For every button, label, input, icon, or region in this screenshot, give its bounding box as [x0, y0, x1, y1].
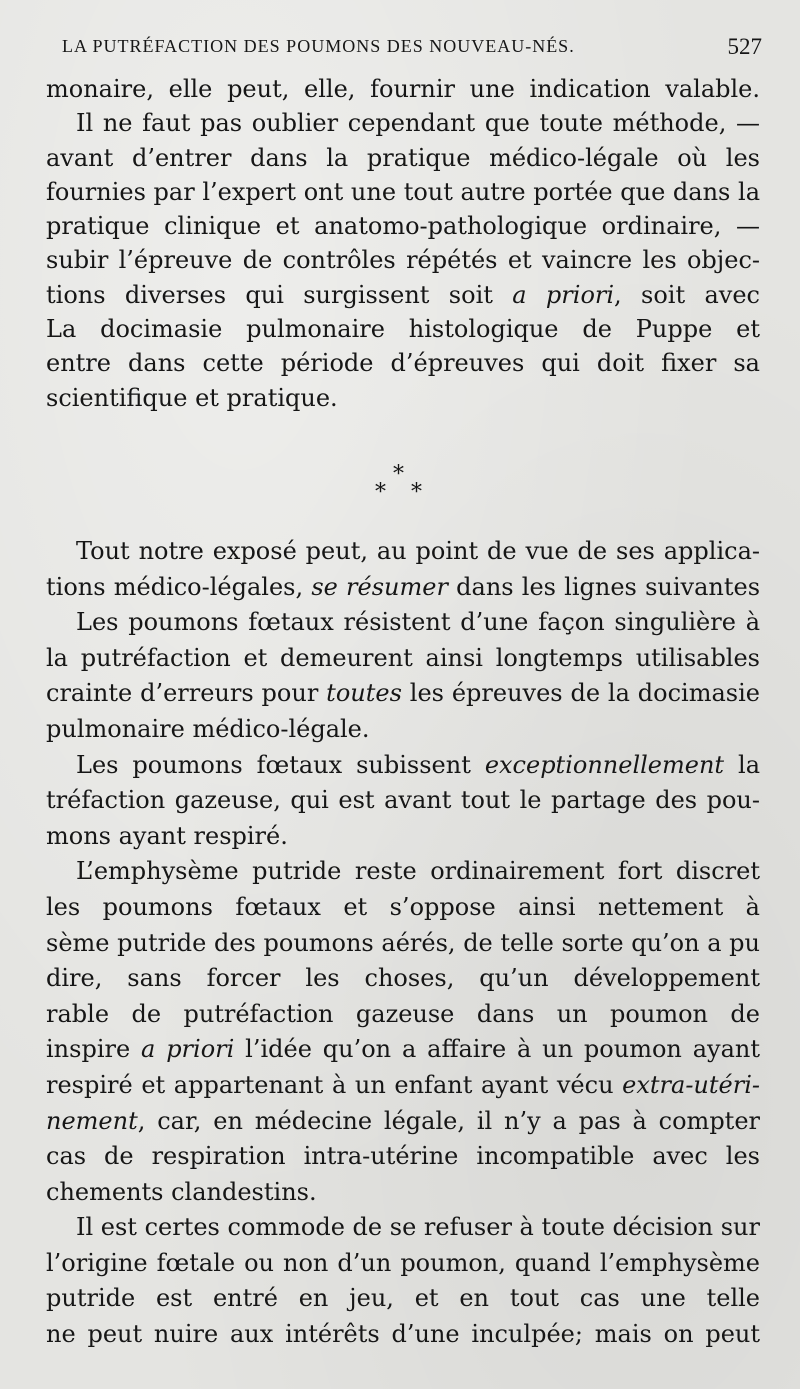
running-title: LA PUTRÉFACTION DES POUMONS DES NOUVEAU-NÉS. — [62, 36, 575, 56]
text-line: les poumons fœtaux et s’oppose ainsi nettement à — [46, 892, 760, 921]
text-line: Les poumons fœtaux subissent exceptionnellement la — [76, 750, 760, 779]
text-line: Il ne faut pas oublier cependant que toute méthode, — — [76, 109, 760, 138]
text-line: mons ayant respiré. — [46, 821, 288, 850]
text-line: crainte d’erreurs pour toutes les épreuves de la docimasie — [46, 679, 760, 708]
text-line: Tout notre exposé peut, au point de vue de ses applica- — [76, 537, 760, 565]
section-separator — [0, 462, 800, 512]
italic-text: nement — [46, 1106, 138, 1135]
paragraph-block-1 — [46, 72, 760, 415]
text-line: la putréfaction et demeurent ainsi longtemps utilisables — [46, 643, 760, 672]
italic-text: a priori — [141, 1035, 235, 1064]
text-line: La docimasie pulmonaire histologique de Puppe et — [46, 315, 760, 344]
text-line: dire, sans forcer les choses, qu’un développement — [46, 964, 760, 993]
italic-text: se résumer — [311, 572, 448, 601]
text-line: tions médico-légales, se résumer dans les lignes suivantes — [46, 572, 760, 601]
asterisk-top: * — [393, 462, 404, 487]
asterisk-right: * — [411, 480, 422, 505]
text-line: ne peut nuire aux intérêts d’une inculpée; mais on peut — [46, 1320, 760, 1349]
text-line: Les poumons fœtaux résistent d’une façon singulière à — [76, 608, 760, 637]
text-line: Il est certes commode de se refuser à toute décision sur — [76, 1213, 760, 1242]
italic-text: toutes — [326, 679, 402, 708]
text-line: putride est entré en jeu, et en tout cas une telle — [46, 1284, 760, 1313]
text-line: l’origine fœtale ou non d’un poumon, quand l’emphysème — [46, 1248, 760, 1277]
text-line: subir l’épreuve de contrôles répétés et vaincre les objec- — [46, 246, 760, 275]
paragraph-block-2 — [46, 534, 760, 1353]
text-line: entre dans cette période d’épreuves qui doit fixer sa — [46, 349, 760, 378]
text-line: pratique clinique et anatomo-pathologique ordinaire, — — [46, 212, 760, 241]
text-line: avant d’entrer dans la pratique médico-légale où les — [46, 143, 760, 172]
page-number: 527 — [727, 34, 762, 59]
italic-text: exceptionnellement — [484, 750, 725, 779]
text-line: cas de respiration intra-utérine incompatible avec les — [46, 1142, 760, 1171]
text-line: sème putride des poumons aérés, de telle sorte qu’on a pu — [46, 928, 760, 957]
text-line: pulmonaire médico-légale. — [46, 714, 370, 743]
asterisk-left: * — [375, 480, 386, 505]
running-header — [62, 34, 762, 64]
text-line: tréfaction gazeuse, qui est avant tout le partage des pou- — [46, 786, 760, 815]
text-line: fournies par l’expert ont une tout autre portée que dans la — [46, 177, 760, 206]
text-line: chements clandestins. — [46, 1177, 317, 1206]
text-line: tions diverses qui surgissent soit a priori, soit avec — [46, 280, 760, 309]
text-line: nement, car, en médecine légale, il n’y a pas à compter — [46, 1106, 760, 1135]
italic-text: extra-utéri- — [622, 1070, 760, 1099]
text-line: rable de putréfaction gazeuse dans un poumon de — [46, 999, 760, 1028]
text-line: L’emphysème putride reste ordinairement fort discret — [76, 857, 760, 886]
text-line: inspire a priori l’idée qu’on a affaire à un poumon ayant — [46, 1035, 760, 1064]
text-line: monaire, elle peut, elle, fournir une indication valable. — [46, 75, 760, 103]
text-line: respiré et appartenant à un enfant ayant vécu extra-utéri- — [46, 1070, 760, 1099]
italic-text: a priori — [512, 280, 615, 309]
text-line: scientifique et pratique. — [46, 383, 338, 412]
